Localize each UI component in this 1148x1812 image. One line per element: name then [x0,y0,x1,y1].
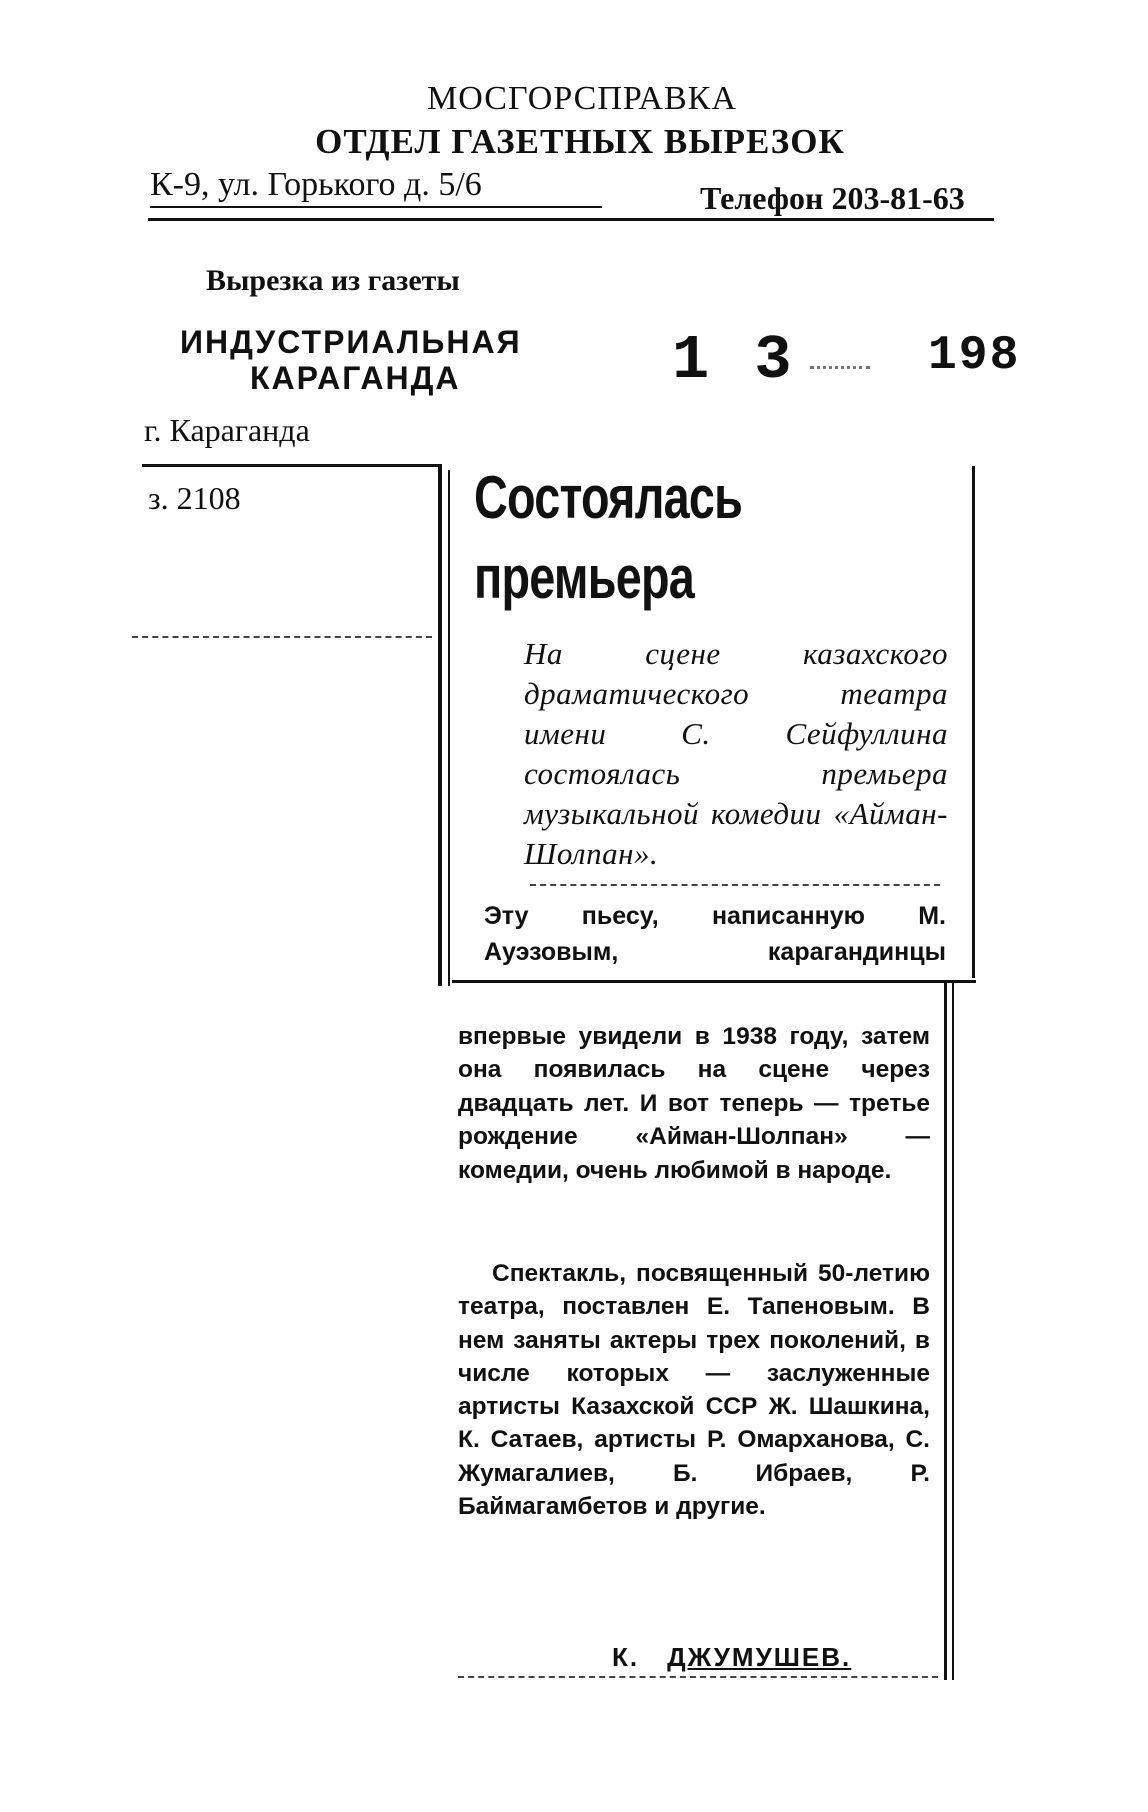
article-bottom-dash [458,1676,938,1678]
clipping-label: Вырезка из газеты [206,264,460,297]
article-byline [612,1644,851,1670]
clipping-right-border-lower [944,980,947,1680]
headline-line1: Состоялась [474,464,743,531]
order-number: з. 2108 [148,480,241,516]
clipping-left-border [438,464,442,986]
article-paragraph1-continued: впервые увидели в 1938 году, затем она появилась на сцене через двадцать лет. И вот теперь — третье рождение «Айман-Шолпан» — комедии, очень любимой в народе. [458,1023,930,1184]
headline-line2: премьера [474,544,695,611]
stamp-phone: Телефон 203-81-63 [700,180,965,216]
article-lead: На сцене казахского драматического театра имени С. Сейфуллина состоялась премьера музыкальной комедии «Айман-Шолпан». [524,636,948,871]
clipping-right-border-lower-2 [952,980,954,1680]
address-underline [150,206,602,208]
clipping-left-border-inner [448,470,450,986]
lead-separator-dash [530,884,940,886]
author-surname: ДЖУМУШЕВ. [667,1642,852,1672]
newspaper-city: г. Караганда [144,412,310,448]
stamp-address: К-9, ул. Горького д. 5/6 [150,166,482,203]
stamp-department: ОТДЕЛ ГАЗЕТНЫХ ВЫРЕЗОК [315,122,845,161]
clipping-step-line [452,980,976,983]
date-stamp-month-faded [810,352,870,369]
source-box-bottom-dash [132,636,432,638]
date-stamp-day: 1 3 [672,325,796,396]
newspaper-name-line1: ИНДУСТРИАЛЬНАЯ [180,324,522,360]
newspaper-name-line2: КАРАГАНДА [250,360,461,396]
date-stamp-year: 198 [928,329,1021,383]
source-box-top-rule [142,464,440,467]
clipping-right-border-upper [972,466,975,978]
article-paragraph2: Спектакль, посвященный 50-летию театра, поставлен Е. Тапеновым. В нем заняты актеры трех поколений, в числе которых — заслуженные артисты Казахской ССР Ж. Шашкина, К. Сатаев, артисты Р. Омарханова, С. Жумагалиев, Б. Ибраев, Р. Баймагамбетов и другие. [458,1260,930,1521]
author-initial: К. [612,1642,640,1672]
stamp-org-name: МОСГОРСПРАВКА [427,80,737,117]
article-paragraph1-start: Эту пьесу, написанную М. Ауэзовым, карагандинцы [484,902,946,966]
header-rule [148,218,994,221]
article-headline [474,458,802,618]
